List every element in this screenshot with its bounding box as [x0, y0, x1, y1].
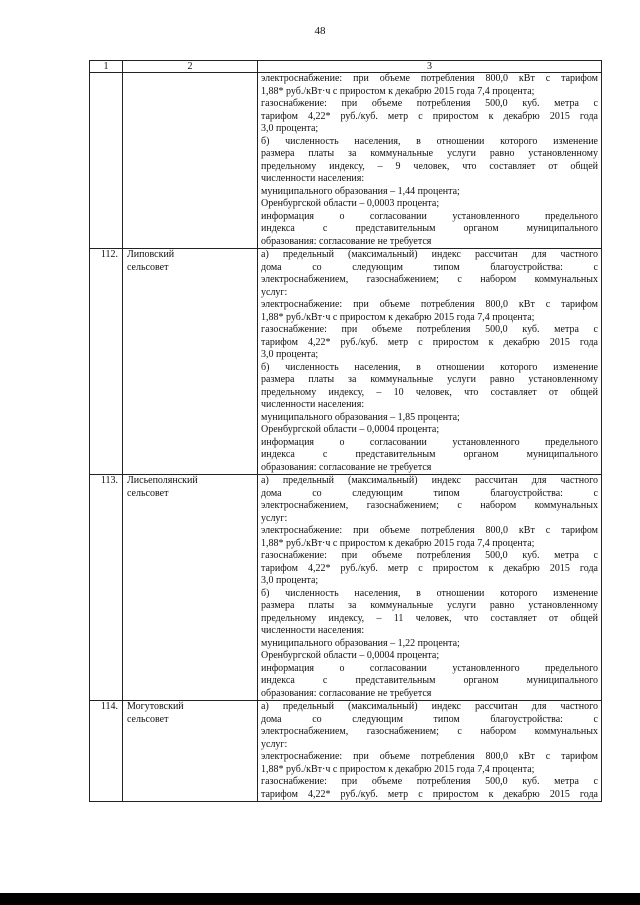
- table-row: [90, 249, 602, 475]
- description-line: б) численность населения, в отношении которого изменение: [261, 361, 598, 373]
- settlement-name: [123, 249, 258, 475]
- description-line: электроснабжение: при объеме потребления 800,0 кВт с тарифом: [261, 525, 598, 536]
- description-line: 1,88* руб./кВт·ч с приростом к декабрю 2015 года 7,4 процента;: [261, 85, 535, 97]
- description-line: дома со следующим типом благоустройства: с: [261, 487, 598, 499]
- description-line: численности населения:: [261, 399, 365, 410]
- description-line: 3,0 процента;: [261, 123, 319, 134]
- description-cell: [258, 249, 602, 475]
- description-line: электроснабжением, газоснабжением; с набором коммунальных: [261, 726, 598, 737]
- settlement-name: [123, 73, 258, 249]
- data-table: [89, 60, 602, 802]
- description-line: услуг:: [261, 512, 288, 524]
- description-cell: [258, 73, 602, 249]
- description-line: индекса с представительным органом муниципального: [261, 675, 598, 686]
- description-cell: [258, 475, 602, 701]
- settlement-name: [123, 701, 258, 802]
- description-line: размера платы за коммунальные услуги равно установленному: [261, 148, 598, 159]
- table-row: [90, 701, 602, 802]
- description-line: предельному индексу, – 11 человек, что составляет от общей: [261, 612, 598, 624]
- description-line: газоснабжение: при объеме потребления 500,0 куб. метра с: [261, 98, 598, 109]
- description-line: информация о согласовании установленного предельного: [261, 436, 598, 448]
- description-line: электроснабжением, газоснабжением; с набором коммунальных: [261, 274, 598, 285]
- description-line: Оренбургской области – 0,0004 процента;: [261, 650, 440, 661]
- description-line: 3,0 процента;: [261, 575, 319, 586]
- description-line: 3,0 процента;: [261, 349, 319, 360]
- description-line: б) численность населения, в отношении которого изменение: [261, 135, 598, 147]
- description-line: б) численность населения, в отношении которого изменение: [261, 587, 598, 599]
- description-line: численности населения:: [261, 625, 365, 636]
- description-line: дома со следующим типом благоустройства: с: [261, 713, 598, 725]
- row-number: 112.: [90, 249, 123, 475]
- description-line: а) предельный (максимальный) индекс рассчитан для частного: [261, 701, 598, 712]
- description-line: электроснабжение: при объеме потребления 800,0 кВт с тарифом: [261, 751, 598, 762]
- description-line: Оренбургской области – 0,0003 процента;: [261, 198, 440, 209]
- page-number: 48: [314, 25, 326, 37]
- description-line: 1,88* руб./кВт·ч с приростом к декабрю 2015 года 7,4 процента;: [261, 311, 535, 323]
- description-line: тарифом 4,22* руб./куб. метр с приростом к декабрю 2015 года: [261, 788, 598, 800]
- description-line: образования: согласование не требуется: [261, 235, 432, 247]
- table-header-row: [90, 61, 602, 73]
- description-line: дома со следующим типом благоустройства: с: [261, 261, 598, 273]
- description-line: а) предельный (максимальный) индекс рассчитан для частного: [261, 249, 598, 260]
- scan-bottom-edge: [0, 893, 640, 905]
- description-line: размера платы за коммунальные услуги равно установленному: [261, 600, 598, 611]
- description-line: размера платы за коммунальные услуги равно установленному: [261, 374, 598, 385]
- settlement-name-line: Лисьеполянский: [127, 475, 198, 486]
- description-line: электроснабжение: при объеме потребления 800,0 кВт с тарифом: [261, 73, 598, 84]
- table-row: [90, 73, 602, 249]
- settlement-name-line: сельсовет: [127, 713, 169, 725]
- column-header-3: 3: [258, 61, 602, 73]
- description-line: газоснабжение: при объеме потребления 500,0 куб. метра с: [261, 324, 598, 335]
- description-line: 1,88* руб./кВт·ч с приростом к декабрю 2015 года 7,4 процента;: [261, 763, 535, 775]
- description-line: электроснабжение: при объеме потребления 800,0 кВт с тарифом: [261, 299, 598, 310]
- description-line: 1,88* руб./кВт·ч с приростом к декабрю 2015 года 7,4 процента;: [261, 537, 535, 549]
- settlement-name-line: Могутовский: [127, 701, 184, 712]
- description-line: тарифом 4,22* руб./куб. метр с приростом к декабрю 2015 года: [261, 562, 598, 574]
- description-line: электроснабжением, газоснабжением; с набором коммунальных: [261, 500, 598, 511]
- description-line: газоснабжение: при объеме потребления 500,0 куб. метра с: [261, 776, 598, 787]
- description-line: образования: согласование не требуется: [261, 461, 432, 473]
- table-row: [90, 475, 602, 701]
- settlement-name-line: сельсовет: [127, 261, 169, 273]
- description-line: информация о согласовании установленного предельного: [261, 662, 598, 674]
- description-line: Оренбургской области – 0,0004 процента;: [261, 424, 440, 435]
- description-line: муниципального образования – 1,22 процента;: [261, 637, 460, 649]
- column-header-1: 1: [90, 61, 123, 73]
- description-line: муниципального образования – 1,85 процента;: [261, 411, 460, 423]
- description-cell: [258, 701, 602, 802]
- description-line: предельному индексу, – 10 человек, что составляет от общей: [261, 386, 598, 398]
- settlement-name: [123, 475, 258, 701]
- row-number: 114.: [90, 701, 123, 802]
- description-line: информация о согласовании установленного предельного: [261, 210, 598, 222]
- row-number: [90, 73, 123, 249]
- column-header-2: 2: [123, 61, 258, 73]
- description-line: индекса с представительным органом муниципального: [261, 223, 598, 234]
- settlement-name-line: Липовский: [127, 249, 175, 260]
- description-line: муниципального образования – 1,44 процента;: [261, 185, 460, 197]
- description-line: газоснабжение: при объеме потребления 500,0 куб. метра с: [261, 550, 598, 561]
- description-line: тарифом 4,22* руб./куб. метр с приростом к декабрю 2015 года: [261, 336, 598, 348]
- description-line: предельному индексу, – 9 человек, что составляет от общей: [261, 160, 598, 172]
- description-line: а) предельный (максимальный) индекс рассчитан для частного: [261, 475, 598, 486]
- description-line: тарифом 4,22* руб./куб. метр с приростом к декабрю 2015 года: [261, 110, 598, 122]
- description-line: численности населения:: [261, 173, 365, 184]
- description-line: услуг:: [261, 286, 288, 298]
- row-number: 113.: [90, 475, 123, 701]
- description-line: образования: согласование не требуется: [261, 687, 432, 699]
- description-line: индекса с представительным органом муниципального: [261, 449, 598, 460]
- settlement-name-line: сельсовет: [127, 487, 169, 499]
- description-line: услуг:: [261, 738, 288, 750]
